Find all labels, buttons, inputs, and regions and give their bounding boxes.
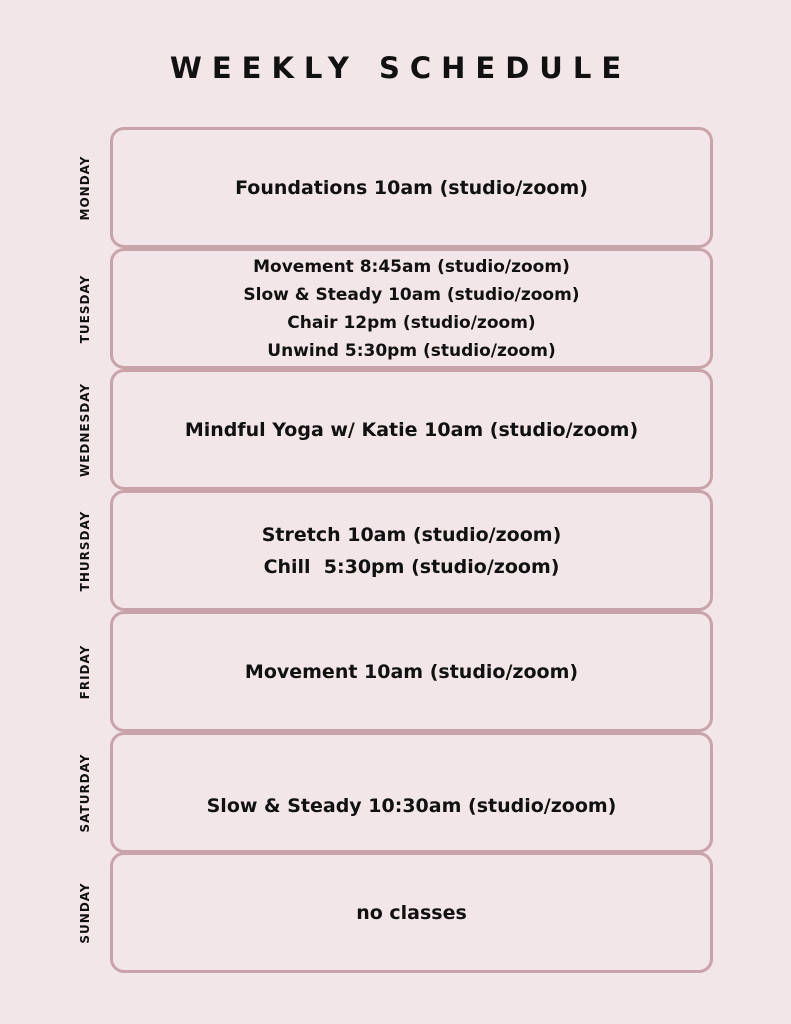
class-entry: Foundations 10am (studio/zoom) (235, 176, 588, 199)
page-title: WEEKLY SCHEDULE (169, 51, 632, 85)
class-box-tuesday (110, 248, 713, 369)
day-row-monday (0, 127, 791, 248)
class-box-friday (110, 611, 713, 732)
class-entry: no classes (356, 901, 467, 924)
class-entry: Mindful Yoga w/ Katie 10am (studio/zoom) (184, 418, 639, 441)
day-label-text: SATURDAY (78, 753, 92, 832)
day-label-sunday (57, 852, 113, 973)
day-label-wednesday (57, 369, 113, 490)
day-label-text: MONDAY (78, 155, 92, 220)
class-entry: Unwind 5:30pm (studio/zoom) (267, 340, 556, 361)
day-label-monday (57, 127, 113, 248)
day-row-thursday (0, 490, 791, 611)
day-label-text: WEDNESDAY (78, 382, 92, 477)
class-entry: Movement 10am (studio/zoom) (244, 660, 579, 683)
day-label-text: THURSDAY (78, 510, 92, 591)
class-entry: Stretch 10am (studio/zoom) (261, 523, 562, 546)
day-row-wednesday (0, 369, 791, 490)
day-row-tuesday (0, 248, 791, 369)
day-label-tuesday (57, 248, 113, 369)
class-entry: Chair 12pm (studio/zoom) (287, 312, 536, 333)
day-label-text: FRIDAY (78, 644, 92, 699)
class-entry: Movement 8:45am (studio/zoom) (253, 256, 570, 277)
day-label-friday (57, 611, 113, 732)
class-entry: Chill 5:30pm (studio/zoom) (263, 555, 560, 578)
day-label-thursday (57, 490, 113, 611)
day-row-friday (0, 611, 791, 732)
day-label-text: SUNDAY (78, 881, 92, 944)
day-row-sunday (0, 852, 791, 973)
day-label-text: TUESDAY (78, 274, 92, 343)
class-entry: Slow & Steady 10:30am (studio/zoom) (206, 795, 617, 817)
class-box-monday (110, 127, 713, 248)
class-box-saturday (110, 732, 713, 853)
day-row-saturday (0, 732, 791, 853)
day-label-saturday (57, 732, 113, 853)
class-box-thursday (110, 490, 713, 611)
class-box-sunday (110, 852, 713, 973)
class-entry: Slow & Steady 10am (studio/zoom) (243, 284, 580, 305)
class-box-wednesday (110, 369, 713, 490)
